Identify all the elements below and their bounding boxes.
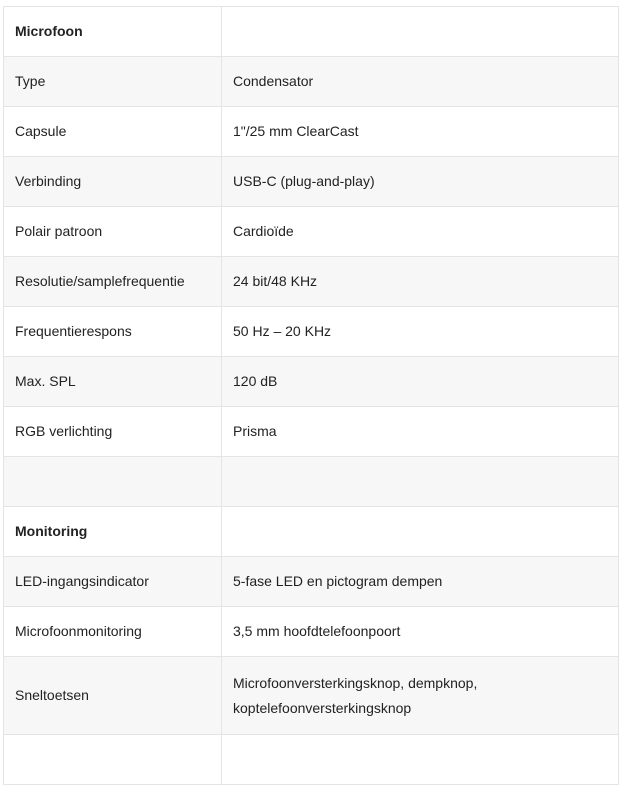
spec-label: Resolutie/samplefrequentie xyxy=(4,257,222,307)
spec-label: Polair patroon xyxy=(4,207,222,257)
table-row xyxy=(4,257,619,307)
table-row xyxy=(4,207,619,257)
empty-cell xyxy=(4,457,222,507)
table-row xyxy=(4,657,619,735)
spacer-row xyxy=(4,457,619,507)
table-row xyxy=(4,607,619,657)
spec-label: Max. SPL xyxy=(4,357,222,407)
spec-label: LED-ingangsindicator xyxy=(4,557,222,607)
spec-value: Cardioïde xyxy=(222,207,619,257)
table-row xyxy=(4,157,619,207)
empty-cell xyxy=(222,7,619,57)
spec-value: 120 dB xyxy=(222,357,619,407)
spec-value: 1"/25 mm ClearCast xyxy=(222,107,619,157)
table-row xyxy=(4,407,619,457)
spec-table xyxy=(3,6,619,785)
empty-cell xyxy=(222,507,619,557)
spec-label: Sneltoetsen xyxy=(4,657,222,735)
table-row xyxy=(4,57,619,107)
spec-value: 5-fase LED en pictogram dempen xyxy=(222,557,619,607)
spec-value: 24 bit/48 KHz xyxy=(222,257,619,307)
spec-value: Microfoonversterkingsknop, dempknop, koptelefoonversterkingsknop xyxy=(222,657,619,735)
spec-label: Verbinding xyxy=(4,157,222,207)
section-header-monitoring xyxy=(4,507,619,557)
spec-value: Condensator xyxy=(222,57,619,107)
spacer-row xyxy=(4,735,619,785)
empty-cell xyxy=(222,457,619,507)
spec-label: Type xyxy=(4,57,222,107)
table-row xyxy=(4,357,619,407)
table-row xyxy=(4,107,619,157)
spec-label: Frequentierespons xyxy=(4,307,222,357)
section-header-microfoon xyxy=(4,7,619,57)
table-row xyxy=(4,307,619,357)
empty-cell xyxy=(222,735,619,785)
spec-value: 3,5 mm hoofdtelefoonpoort xyxy=(222,607,619,657)
spec-label: Capsule xyxy=(4,107,222,157)
spec-label: Microfoonmonitoring xyxy=(4,607,222,657)
spec-value: USB-C (plug-and-play) xyxy=(222,157,619,207)
empty-cell xyxy=(4,735,222,785)
spec-value: Prisma xyxy=(222,407,619,457)
section-title: Microfoon xyxy=(4,7,222,57)
spec-value: 50 Hz – 20 KHz xyxy=(222,307,619,357)
section-title: Monitoring xyxy=(4,507,222,557)
table-row xyxy=(4,557,619,607)
spec-label: RGB verlichting xyxy=(4,407,222,457)
